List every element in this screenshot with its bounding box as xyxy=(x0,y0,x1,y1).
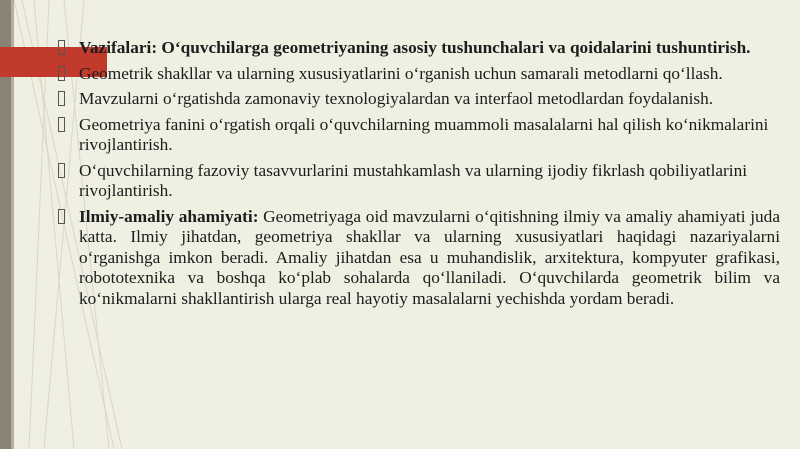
list-item xyxy=(58,64,780,85)
item-text: Geometriyaga oid mavzularni o‘qitishning ilmiy va amaliy ahamiyati juda katta. Ilmiy jihatdan, geometriya shakllar va ularning xususiyatlari haqidagi nazariyalarni o‘rganishga imkon beradi. Amaliy jihatdan esa u muhandislik, arxitektura, kompyuter grafikasi, robototexnika va boshqa ko‘plab sohalarda qo‘llaniladi. O‘quvchilarda geometrik bilim va ko‘nikmalarni shakllantirish ularga real hayotiy masalalarni yechishda yordam beradi. xyxy=(79,206,780,308)
list-item xyxy=(58,161,780,202)
item-text: O‘quvchilarning fazoviy tasavvurlarini mustahkamlash va ularning ijodiy fikrlash qobiliyatlarini rivojlantirish. xyxy=(79,160,748,200)
item-lead: Ilmiy-amaliy ahamiyati: xyxy=(79,206,259,226)
item-text: O‘quvchilarga geometriyaning asosiy tushunchalari va qoidalarini tushuntirish. xyxy=(157,38,751,57)
list-item xyxy=(58,115,780,156)
bullet-box-icon xyxy=(58,209,65,224)
item-text: Geometrik shakllar va ularning xususiyatlarini o‘rganish uchun samarali metodlarni qo‘llash. xyxy=(79,63,723,83)
bullet-box-icon xyxy=(58,66,65,81)
item-text: Mavzularni o‘rgatishda zamonaviy texnologiyalardan va interfaol metodlardan foydalanish. xyxy=(79,89,714,108)
bullet-box-icon xyxy=(58,117,65,132)
bullet-box-icon xyxy=(58,40,65,55)
list-item xyxy=(58,89,780,110)
bullet-box-icon xyxy=(58,91,65,106)
item-text: Geometriya fanini o‘rgatish orqali o‘quvchilarning muammoli masalalarni hal qilish ko‘nikmalarini rivojlantirish. xyxy=(79,114,769,154)
bullet-box-icon xyxy=(58,163,65,178)
list-item xyxy=(58,38,780,59)
item-lead: Vazifalari: xyxy=(79,38,158,57)
list-item xyxy=(58,207,780,310)
bullet-list xyxy=(58,38,780,314)
